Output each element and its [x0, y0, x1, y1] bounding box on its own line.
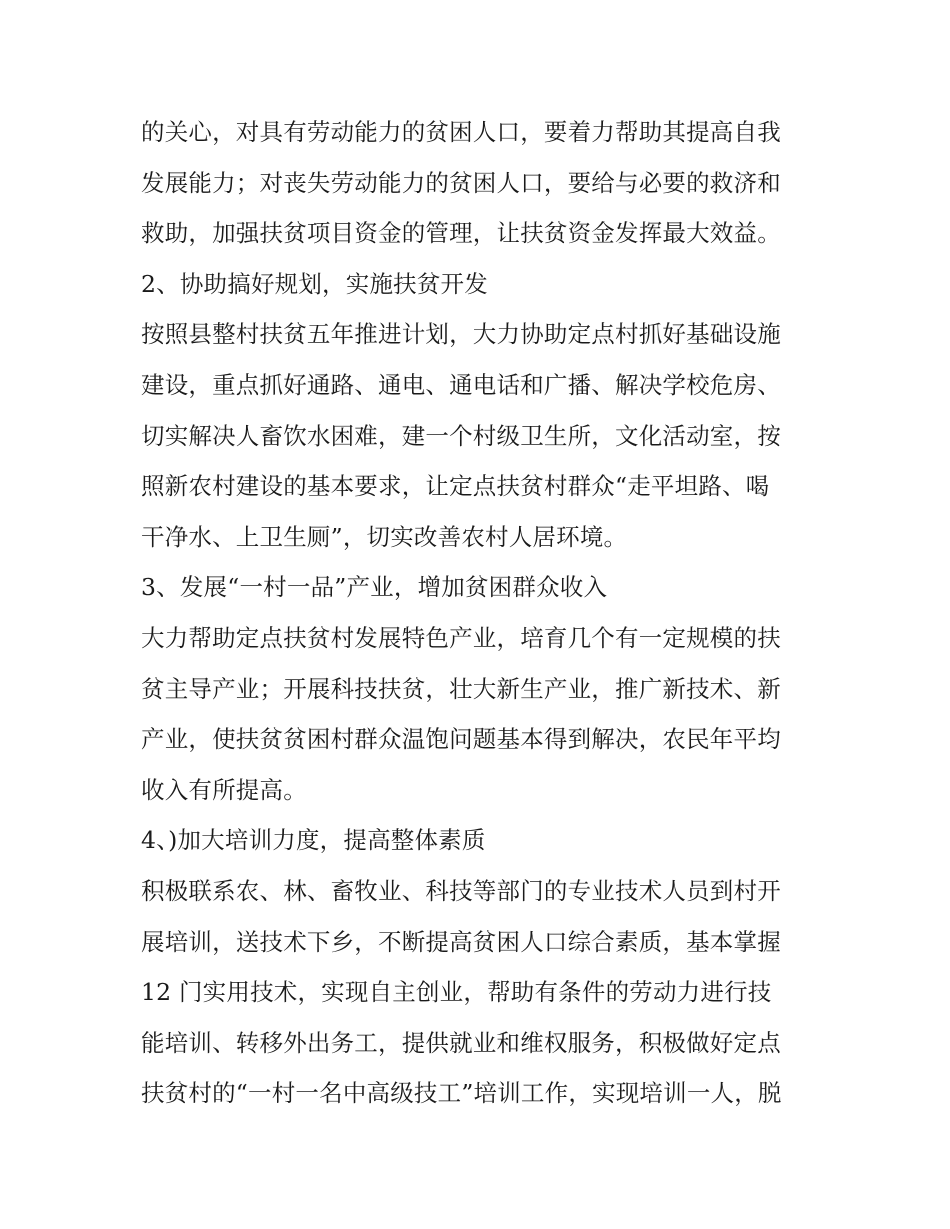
- text-line: 贫主导产业；开展科技扶贫，壮大新生产业，推广新技术、新: [141, 674, 781, 703]
- text-line: 按照县整村扶贫五年推进计划，大力协助定点村抓好基础设施: [141, 320, 781, 349]
- text-line: 12 门实用技术，实现自主创业，帮助有条件的劳动力进行技: [141, 978, 772, 1007]
- section-heading-4: 4、)加大培训力度，提高整体素质: [141, 826, 486, 855]
- text-line: 发展能力；对丧失劳动能力的贫困人口，要给与必要的救济和: [141, 168, 781, 197]
- text-line: 建设，重点抓好通路、通电、通电话和广播、解决学校危房、: [141, 370, 781, 399]
- text-line: 救助，加强扶贫项目资金的管理，让扶贫资金发挥最大效益。: [141, 219, 781, 248]
- text-line: 收入有所提高。: [141, 775, 307, 804]
- document-body: [141, 107, 821, 1119]
- text-line: 干净水、上卫生厕”，切实改善农村人居环境。: [141, 522, 628, 551]
- text-line: 扶贫村的“一村一名中高级技工”培训工作，实现培训一人，脱: [141, 1079, 782, 1108]
- text-line: 能培训、转移外出务工，提供就业和维权服务，积极做好定点: [141, 1028, 781, 1057]
- text-line: 的关心，对具有劳动能力的贫困人口，要着力帮助其提高自我: [141, 118, 781, 146]
- text-line: 展培训，送技术下乡，不断提高贫困人口综合素质，基本掌握: [141, 927, 781, 956]
- text-line: 照新农村建设的基本要求，让定点扶贫村群众“走平坦路、喝: [141, 472, 770, 501]
- text-line: 切实解决人畜饮水困难，建一个村级卫生所，文化活动室，按: [141, 421, 781, 450]
- section-heading-2: 2、协助搞好规划，实施扶贫开发: [141, 269, 488, 298]
- section-heading-3: 3、发展“一村一品”产业，增加贫困群众收入: [141, 573, 608, 602]
- text-line: 产业，使扶贫贫困村群众温饱问题基本得到解决，农民年平均: [141, 725, 781, 754]
- text-line: 积极联系农、林、畜牧业、科技等部门的专业技术人员到村开: [141, 876, 781, 905]
- text-line: 大力帮助定点扶贫村发展特色产业，培育几个有一定规模的扶: [141, 623, 781, 652]
